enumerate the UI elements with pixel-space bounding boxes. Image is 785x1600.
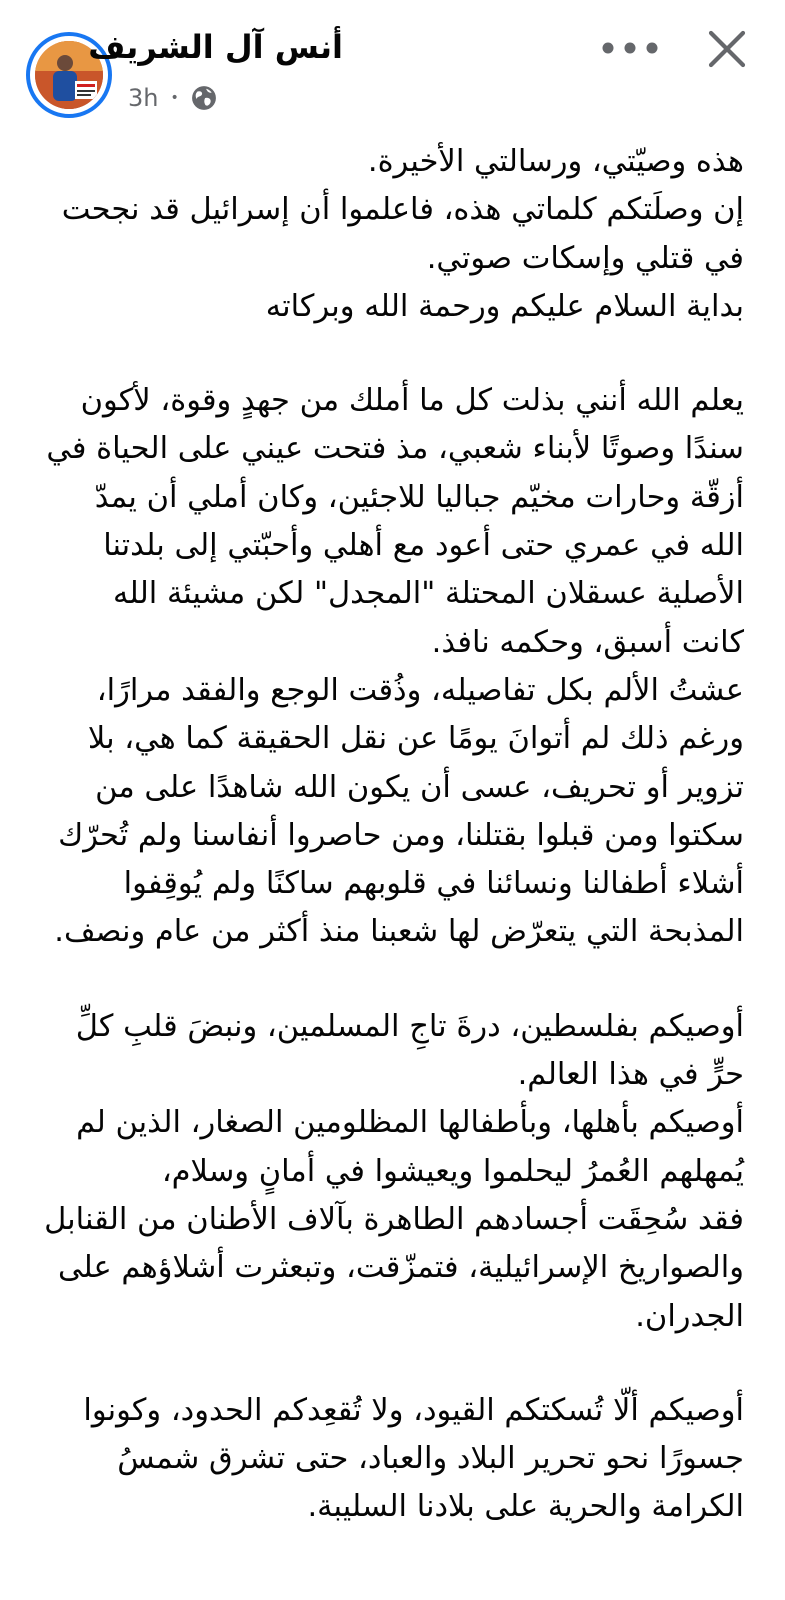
post-paragraph: هذه وصيّتي، ورسالتي الأخيرة. إن وصلَتكم كلماتي هذه، فاعلموا أن إسرائيل قد نجحت في قتلي وإسكات صوتي. بداية السلام عليكم ورحمة الله وبركاته <box>61 144 744 324</box>
post-text <box>22 138 744 1532</box>
author-name[interactable]: أنس آل الشريف <box>88 28 343 66</box>
post-paragraph: أوصيكم ألّا تُسكتكم القيود، ولا تُقعِدكم الحدود، وكونوا جسورًا نحو تحرير البلاد والعباد، حتى تشرق شمسُ الكرامة والحرية على بلادنا السليبة. <box>83 1392 744 1525</box>
paragraph-gap <box>22 1341 744 1387</box>
paragraph-gap <box>22 957 744 1003</box>
post-paragraph: أوصيكم بفلسطين، درةَ تاجِ المسلمين، ونبضَ قلبِ كلِّ حرٍّ في هذا العالم. أوصيكم بأهلها، وبأطفالها المظلومين الصغار، الذين لم يُمهلهم العُمرُ ليحلموا ويعيشوا في أمانٍ وسلام، فقد سُحِقَت أجسادهم الطاهرة بآلاف الأطنان من القنابل والصواريخ الإسرائيلية، فتمزّقت، وتبعثرت أشلاؤهم على الجدران. <box>44 1008 744 1334</box>
meta-separator: • <box>170 90 179 106</box>
paragraph-gap <box>22 331 744 377</box>
more-options-button[interactable] <box>596 28 664 68</box>
post-paragraph: يعلم الله أنني بذلت كل ما أملك من جهدٍ وقوة، لأكون سندًا وصوتًا لأبناء شعبي، مذ فتحت عيني على الحياة في أزقّة وحارات مخيّم جباليا للاجئين، وكان أملي أن يمدّ الله في عمري حتى أعود مع أهلي وأحبّتي إلى بلدتنا الأصلية عسقلان المحتلة "المجدل" لكن مشيئة الله كانت أسبق، وحكمه نافذ. عشتُ الألم بكل تفاصيله، وذُقت الوجع والفقد مرارًا، ورغم ذلك لم أتوانَ يومًا عن نقل الحقيقة كما هي، بلا تزوير أو تحريف، عسى أن يكون الله شاهدًا على من سكتوا ومن قبلوا بقتلنا، ومن حاصروا أنفاسنا ولم تُحرّك أشلاء أطفالنا ونسائنا في قلوبهم ساكنًا ولم يُوقِفوا المذبحة التي يتعرّض لها شعبنا منذ أكثر من عام ونصف. <box>46 383 744 950</box>
close-icon <box>708 30 746 68</box>
close-button[interactable] <box>700 24 754 74</box>
post-meta <box>128 82 217 114</box>
post-header <box>0 0 785 128</box>
post-timestamp[interactable]: 3h <box>128 84 159 112</box>
globe-icon <box>191 85 217 111</box>
more-options-icon <box>600 41 660 55</box>
